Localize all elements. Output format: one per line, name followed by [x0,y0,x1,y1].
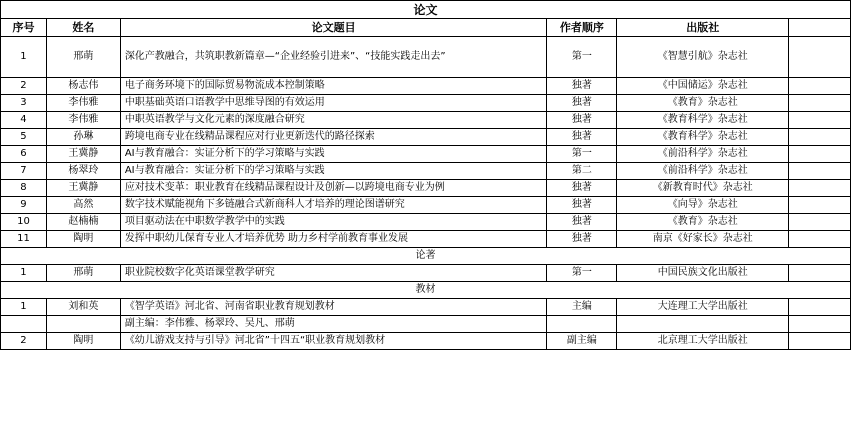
cell-publisher: 《向导》杂志社 [617,197,789,214]
header-topic: 论文题目 [120,19,547,37]
cell-blank [789,180,851,197]
cell-topic: 中职基础英语口语教学中思维导图的有效运用 [120,95,547,112]
cell-topic: 深化产教融合，共筑职教新篇章—“企业经验引进来”、“技能实践走出去” [120,37,547,78]
cell-topic: 电子商务环境下的国际贸易物流成本控制策略 [120,78,547,95]
cell-no: 1 [1,37,47,78]
cell-blank [789,78,851,95]
cell-name: 孙琳 [46,129,120,146]
cell-order [547,316,617,333]
table-title: 论文 [1,1,851,19]
cell-blank [789,95,851,112]
table-row [1,95,851,112]
cell-blank [789,265,851,282]
cell-order: 独著 [547,180,617,197]
cell-topic: 职业院校数字化英语课堂教学研究 [120,265,547,282]
section-row [1,282,851,299]
cell-publisher: 《前沿科学》杂志社 [617,163,789,180]
cell-order: 第一 [547,265,617,282]
table-row [1,214,851,231]
cell-topic: 《幼儿游戏支持与引导》河北省”十四五“职业教育规划教材 [120,333,547,350]
section-row [1,248,851,265]
cell-no: 7 [1,163,47,180]
header-row [1,19,851,37]
cell-no: 1 [1,265,47,282]
cell-name: 陶明 [46,333,120,350]
table-row [1,78,851,95]
table-row [1,180,851,197]
cell-no: 9 [1,197,47,214]
table-row [1,231,851,248]
cell-publisher: 大连理工大学出版社 [617,299,789,316]
cell-topic: 项目驱动法在中职数学教学中的实践 [120,214,547,231]
cell-name: 刘和英 [46,299,120,316]
cell-topic: 《智学英语》河北省、河南省职业教育规划教材 [120,299,547,316]
section-title: 论著 [1,248,851,265]
table-row [1,316,851,333]
header-blank [789,19,851,37]
cell-no: 2 [1,333,47,350]
table-row [1,129,851,146]
cell-no: 2 [1,78,47,95]
cell-blank [789,214,851,231]
cell-topic: AI与教育融合：实证分析下的学习策略与实践 [120,146,547,163]
section-title: 教材 [1,282,851,299]
cell-order: 独著 [547,231,617,248]
cell-blank [789,299,851,316]
cell-order: 第一 [547,146,617,163]
cell-order: 主编 [547,299,617,316]
title-row [1,1,851,19]
cell-name: 高然 [46,197,120,214]
cell-order: 独著 [547,78,617,95]
cell-name: 邢萌 [46,37,120,78]
cell-blank [789,333,851,350]
cell-order: 独著 [547,95,617,112]
cell-topic: 数字技术赋能视角下多链融合式新商科人才培养的理论图谱研究 [120,197,547,214]
table-row [1,112,851,129]
cell-blank [789,231,851,248]
cell-blank [789,37,851,78]
table-row [1,333,851,350]
cell-publisher: 《教育》杂志社 [617,95,789,112]
cell-publisher: 《教育科学》杂志社 [617,112,789,129]
cell-publisher: 中国民族文化出版社 [617,265,789,282]
cell-publisher: 《中国储运》杂志社 [617,78,789,95]
table-row [1,265,851,282]
cell-topic: 跨境电商专业在线精品课程应对行业更新迭代的路径探索 [120,129,547,146]
table-row [1,163,851,180]
cell-blank [789,146,851,163]
header-publisher: 出版社 [617,19,789,37]
cell-topic: 应对技术变革：职业教育在线精品课程设计及创新—以跨境电商专业为例 [120,180,547,197]
cell-publisher [617,316,789,333]
cell-no: 8 [1,180,47,197]
cell-no [1,316,47,333]
header-order: 作者顺序 [547,19,617,37]
cell-name: 李伟雅 [46,95,120,112]
cell-name: 陶明 [46,231,120,248]
cell-publisher: 《新教育时代》杂志社 [617,180,789,197]
table-row [1,299,851,316]
cell-blank [789,163,851,180]
cell-no: 4 [1,112,47,129]
table-row [1,146,851,163]
cell-topic: AI与教育融合：实证分析下的学习策略与实践 [120,163,547,180]
cell-order: 第二 [547,163,617,180]
cell-no: 5 [1,129,47,146]
cell-publisher: 《前沿科学》杂志社 [617,146,789,163]
cell-no: 3 [1,95,47,112]
cell-name: 杨翠玲 [46,163,120,180]
cell-name: 王冀静 [46,146,120,163]
table-row [1,37,851,78]
cell-blank [789,197,851,214]
cell-publisher: 南京《好家长》杂志社 [617,231,789,248]
cell-order: 独著 [547,112,617,129]
cell-order: 独著 [547,197,617,214]
cell-blank [789,112,851,129]
cell-publisher: 《智慧引航》杂志社 [617,37,789,78]
cell-name: 杨志伟 [46,78,120,95]
cell-publisher: 《教育》杂志社 [617,214,789,231]
cell-publisher: 北京理工大学出版社 [617,333,789,350]
cell-order: 副主编 [547,333,617,350]
cell-name: 李伟雅 [46,112,120,129]
table-row [1,197,851,214]
header-name: 姓名 [46,19,120,37]
cell-order: 第一 [547,37,617,78]
cell-no: 1 [1,299,47,316]
cell-topic: 中职英语教学与文化元素的深度融合研究 [120,112,547,129]
cell-order: 独著 [547,214,617,231]
cell-topic: 发挥中职幼儿保育专业人才培养优势 助力乡村学前教育事业发展 [120,231,547,248]
cell-blank [789,316,851,333]
cell-no: 11 [1,231,47,248]
cell-blank [789,129,851,146]
cell-no: 6 [1,146,47,163]
header-no: 序号 [1,19,47,37]
cell-order: 独著 [547,129,617,146]
cell-publisher: 《教育科学》杂志社 [617,129,789,146]
cell-name [46,316,120,333]
cell-name: 王冀静 [46,180,120,197]
cell-topic: 副主编：李伟雅、杨翠玲、吴凡、邢萌 [120,316,547,333]
cell-no: 10 [1,214,47,231]
cell-name: 邢萌 [46,265,120,282]
cell-name: 赵楠楠 [46,214,120,231]
